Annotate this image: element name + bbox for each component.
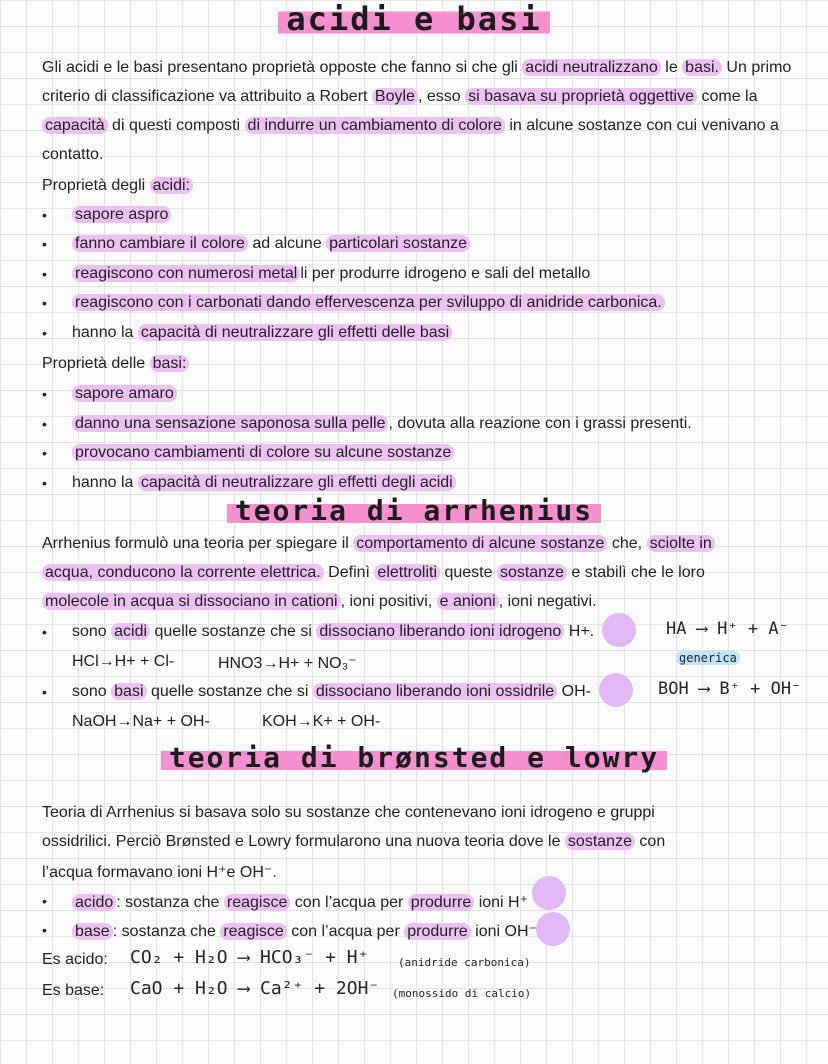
bronsted-line-3: l’acqua formavano ioni H⁺e OH⁻. [42, 864, 277, 881]
handwritten-base-equation: BOH ⟶ B⁺ + OH⁻ [658, 679, 802, 699]
acid-properties-heading: Proprietà degli acidi: [42, 177, 193, 195]
bullet: • [42, 922, 47, 938]
handwritten-acid-equation: HA ⟶ H⁺ + A⁻ [666, 619, 789, 639]
bronsted-base-definition: base : sostanza che reagisce con l’acqua per produrre ioni OH⁻ [72, 921, 537, 941]
acid-example-hno3: HNO3→H+ + NO₃⁻ [218, 655, 357, 672]
bullet: • [42, 266, 47, 282]
section-title-bronsted: teoria di brønsted e lowry [0, 741, 828, 774]
bullet: • [42, 445, 47, 461]
bullet: • [42, 416, 47, 432]
handwritten-base-reaction: CaO + H₂O ⟶ Ca²⁺ + 2OH⁻ [130, 978, 380, 999]
arrhenius-acid-definition: sono acidi quelle sostanze che si dissociano liberando ioni idrogeno H+. [72, 623, 595, 640]
list-item: sapore amaro [72, 385, 177, 403]
bullet: • [42, 295, 47, 311]
handwritten-base-note: (monossido di calcio) [392, 987, 532, 1000]
list-item: fanno cambiare il colore ad alcune particolari sostanze [72, 235, 470, 253]
highlight-circle [599, 673, 633, 707]
list-item: reagiscono con numerosi metal li per produrre idrogeno e sali del metallo [72, 265, 590, 283]
list-item: hanno la capacità di neutralizzare gli effetti degli acidi [72, 474, 456, 492]
bullet: • [42, 386, 47, 402]
bullet: • [42, 893, 47, 909]
bronsted-acid-definition: acido : sostanza che reagisce con l’acqua per produrre ioni H⁺ [72, 892, 528, 912]
acid-example-hcl: HCl→H+ + Cl- [72, 653, 175, 670]
handwritten-acid-note: (anidride carbonica) [398, 956, 531, 969]
bullet: • [42, 236, 47, 252]
bullet: • [42, 207, 47, 223]
arrhenius-line-2: acqua, conducono la corrente elettrica. Definì elettroliti queste sostanze e stabilì che le loro [42, 564, 705, 582]
base-example-naoh: NaOH→Na+ + OH- [72, 713, 210, 730]
handwritten-generica: generica [676, 651, 740, 665]
arrhenius-base-definition: sono basi quelle sostanze che si dissociano liberando ioni ossidrile OH- [72, 683, 591, 700]
highlight-circle [536, 912, 570, 946]
bronsted-line-1: Teoria di Arrhenius si basava solo su sostanze che contenevano ioni idrogeno e gruppi [42, 804, 655, 821]
arrhenius-line-3: molecole in acqua si dissociano in cationi , ioni positivi, e anioni , ioni negativi. [42, 593, 597, 611]
bullet: • [42, 624, 47, 640]
arrhenius-line-1: Arrhenius formulò una teoria per spiegare il comportamento di alcune sostanze che, sciolte in [42, 535, 715, 553]
highlight-circle [532, 876, 566, 910]
base-properties-heading: Proprietà delle basi: [42, 355, 189, 373]
highlight-circle [602, 613, 636, 647]
bullet: • [42, 325, 47, 341]
bullet: • [42, 475, 47, 491]
list-item: reagiscono con i carbonati dando effervescenza per sviluppo di anidride carbonica. [72, 294, 665, 312]
list-item: hanno la capacità di neutralizzare gli effetti delle basi [72, 324, 452, 342]
acid-example-label: Es acido: [42, 951, 108, 968]
section-title-arrhenius: teoria di arrhenius [0, 494, 828, 527]
bronsted-line-2: ossidrilici. Perciò Brønsted e Lowry formularono una nuova teoria dove le sostanze con [42, 833, 666, 850]
intro-paragraph: Gli acidi e le basi presentano proprietà opposte che fanno si che gli acidi neutralizzano le basi. Un primo criterio di classificazione va attribuito a Robert Boyle , esso si basava su proprietà oggettive come la capacità di questi composti di indurre un cambiamento di colore in alcune sostanze con cui venivano a contatto. [42, 59, 792, 163]
list-item: provocano cambiamenti di colore su alcune sostanze [72, 444, 454, 462]
base-example-koh: KOH→K+ + OH- [262, 713, 381, 730]
base-example-label: Es base: [42, 982, 105, 999]
handwritten-acid-reaction: CO₂ + H₂O ⟶ HCO₃⁻ + H⁺ [130, 947, 369, 968]
list-item: danno una sensazione saponosa sulla pelle , dovuta alla reazione con i grassi presenti. [72, 415, 692, 433]
page-title: acidi e basi [0, 0, 828, 38]
list-item: sapore aspro [72, 206, 171, 224]
bullet: • [42, 684, 47, 700]
